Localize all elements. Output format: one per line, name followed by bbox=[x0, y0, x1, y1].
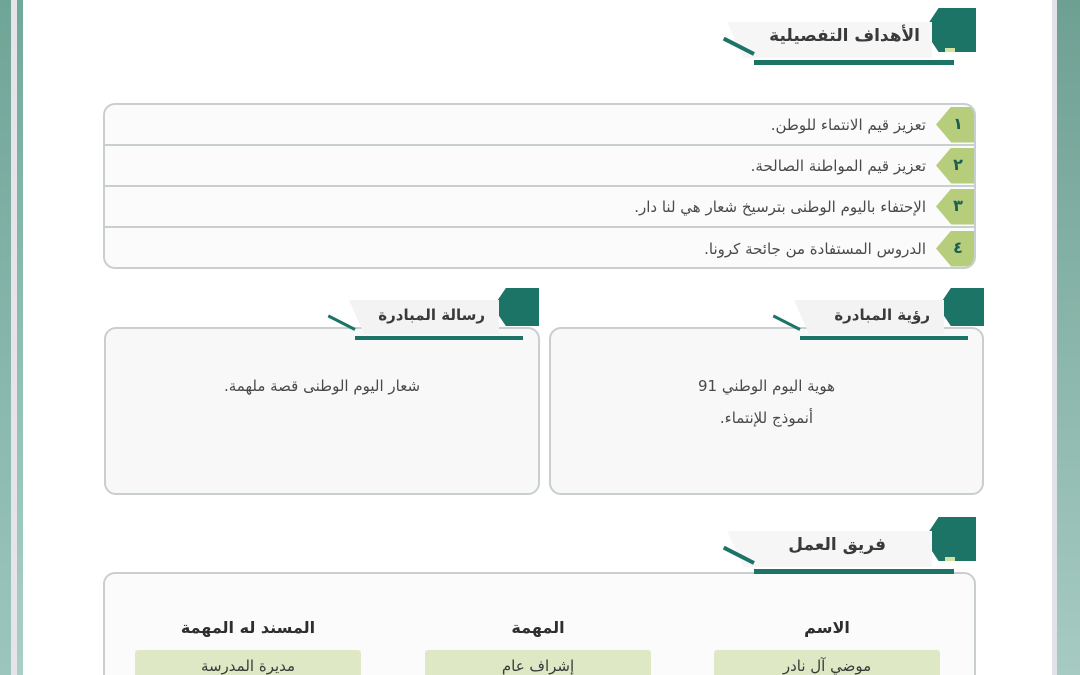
objective-text: تعزيز قيم المواطنة الصالحة. bbox=[750, 156, 926, 175]
vision-heading bbox=[764, 288, 984, 344]
left-frame-edge bbox=[0, 0, 17, 675]
objective-number: ٢ bbox=[953, 154, 963, 174]
vision-box bbox=[549, 327, 984, 495]
objective-number: ١ bbox=[953, 113, 963, 133]
team-cell-assignee: مديرة المدرسة bbox=[135, 650, 361, 675]
objective-item bbox=[105, 187, 974, 228]
message-line-1: شعار اليوم الوطنى قصة ملهمة. bbox=[223, 377, 421, 395]
objectives-heading bbox=[716, 8, 976, 68]
document-page bbox=[23, 0, 1052, 675]
team-cell-task: إشراف عام bbox=[425, 650, 651, 675]
vision-line-2: أنموذج للإنتماء. bbox=[719, 409, 814, 427]
right-frame-edge bbox=[1057, 0, 1080, 675]
message-box bbox=[104, 327, 540, 495]
heading-flag-icon bbox=[493, 288, 539, 326]
team-title: فريق العمل bbox=[788, 535, 886, 555]
objective-number: ٣ bbox=[953, 195, 963, 215]
team-table bbox=[103, 572, 976, 675]
vision-title: رؤية المبادرة bbox=[834, 306, 930, 324]
objective-text: الدروس المستفادة من جائحة كرونا. bbox=[704, 239, 926, 258]
objectives-title: الأهداف التفصيلية bbox=[769, 26, 920, 46]
column-header-name: الاسم bbox=[804, 618, 850, 637]
objectives-list bbox=[103, 103, 976, 269]
heading-flag-icon bbox=[938, 288, 984, 326]
message-title: رسالة المبادرة bbox=[378, 306, 485, 324]
objective-number: ٤ bbox=[953, 237, 963, 257]
column-header-task: المهمة bbox=[511, 618, 565, 637]
objective-item bbox=[105, 146, 974, 187]
objective-text: الإحتفاء باليوم الوطنى بترسيخ شعار هي لنا دار. bbox=[634, 197, 926, 216]
objective-item bbox=[105, 105, 974, 146]
objective-item bbox=[105, 228, 974, 269]
objective-text: تعزيز قيم الانتماء للوطن. bbox=[770, 115, 926, 134]
message-heading bbox=[319, 288, 539, 344]
column-header-assignee: المسند له المهمة bbox=[180, 618, 316, 637]
vision-line-1: هوية اليوم الوطني 91 bbox=[697, 377, 836, 395]
team-cell-name: موضي آل نادر bbox=[714, 650, 940, 675]
team-heading bbox=[716, 517, 976, 577]
